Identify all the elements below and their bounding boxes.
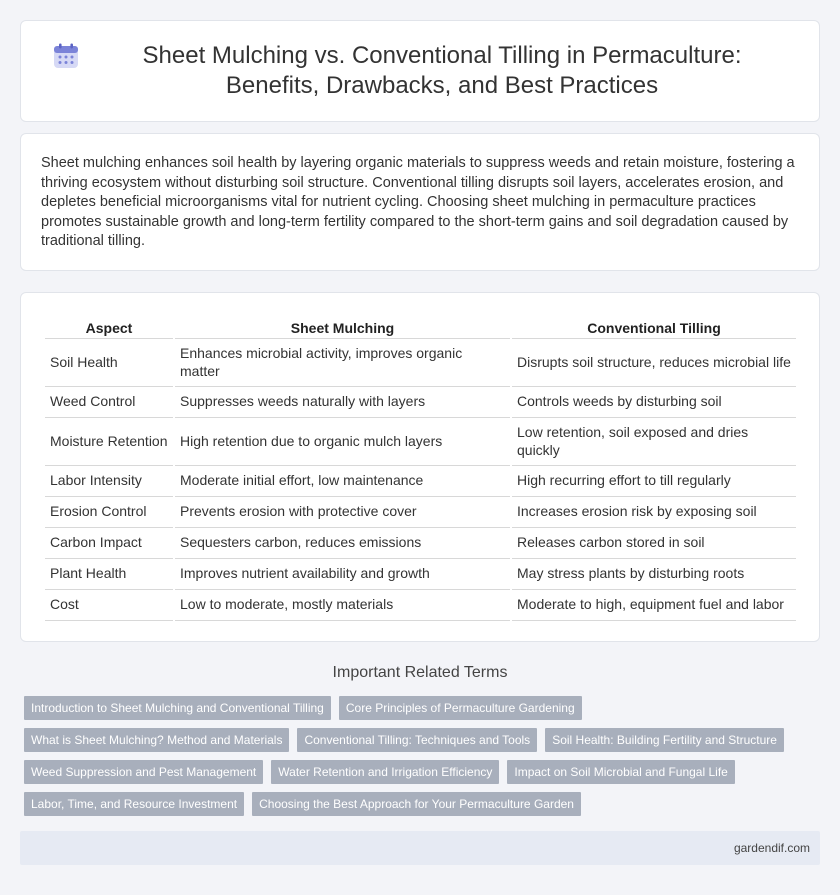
aspect-cell: Carbon Impact <box>45 528 173 559</box>
aspect-cell: Plant Health <box>45 559 173 590</box>
sheet-mulching-cell: Low to moderate, mostly materials <box>175 590 510 621</box>
conventional-tilling-cell: Controls weeds by disturbing soil <box>512 387 796 418</box>
related-term-link[interactable]: Introduction to Sheet Mulching and Conventional Tilling <box>24 696 331 720</box>
sheet-mulching-cell: Improves nutrient availability and growth <box>175 559 510 590</box>
footer-site-link[interactable]: gardendif.com <box>733 841 810 855</box>
aspect-cell: Soil Health <box>45 339 173 387</box>
sheet-mulching-cell: Enhances microbial activity, improves organic matter <box>175 339 510 387</box>
related-term-link[interactable]: Weed Suppression and Pest Management <box>24 760 263 784</box>
table-row <box>45 339 796 387</box>
sheet-mulching-cell: Suppresses weeds naturally with layers <box>175 387 510 418</box>
header-aspect: Aspect <box>45 315 173 339</box>
table-row <box>45 590 796 621</box>
conventional-tilling-cell: Moderate to high, equipment fuel and labor <box>512 590 796 621</box>
table-row <box>45 418 796 466</box>
comparison-table-card <box>20 292 820 642</box>
comparison-table <box>43 315 798 621</box>
related-term-link[interactable]: Water Retention and Irrigation Efficiency <box>271 760 499 784</box>
table-row <box>45 528 796 559</box>
page-title: Sheet Mulching vs. Conventional Tilling in Permaculture: Benefits, Drawbacks, and Best Practices <box>142 42 742 99</box>
conventional-tilling-cell: Low retention, soil exposed and dries quickly <box>512 418 796 466</box>
conventional-tilling-cell: High recurring effort to till regularly <box>512 466 796 497</box>
header-conventional-tilling: Conventional Tilling <box>512 315 796 339</box>
related-term-link[interactable]: What is Sheet Mulching? Method and Materials <box>24 728 289 752</box>
sheet-mulching-cell: Sequesters carbon, reduces emissions <box>175 528 510 559</box>
related-term-link[interactable]: Choosing the Best Approach for Your Permaculture Garden <box>252 792 581 816</box>
header-card <box>20 20 820 122</box>
conventional-tilling-cell: Releases carbon stored in soil <box>512 528 796 559</box>
aspect-cell: Weed Control <box>45 387 173 418</box>
related-term-link[interactable]: Labor, Time, and Resource Investment <box>24 792 244 816</box>
related-term-link[interactable]: Impact on Soil Microbial and Fungal Life <box>507 760 734 784</box>
related-term-link[interactable]: Soil Health: Building Fertility and Structure <box>545 728 784 752</box>
conventional-tilling-cell: May stress plants by disturbing roots <box>512 559 796 590</box>
conventional-tilling-cell: Increases erosion risk by exposing soil <box>512 497 796 528</box>
related-terms-list <box>24 696 816 816</box>
footer <box>20 831 820 865</box>
sheet-mulching-cell: Moderate initial effort, low maintenance <box>175 466 510 497</box>
aspect-cell: Labor Intensity <box>45 466 173 497</box>
table-header-row <box>45 315 796 339</box>
table-row <box>45 466 796 497</box>
aspect-cell: Cost <box>45 590 173 621</box>
table-row <box>45 387 796 418</box>
aspect-cell: Erosion Control <box>45 497 173 528</box>
related-term-link[interactable]: Conventional Tilling: Techniques and Tools <box>297 728 537 752</box>
conventional-tilling-cell: Disrupts soil structure, reduces microbial life <box>512 339 796 387</box>
intro-card <box>20 133 820 271</box>
related-terms-title: Important Related Terms <box>332 664 508 681</box>
header-sheet-mulching: Sheet Mulching <box>175 315 510 339</box>
sheet-mulching-cell: Prevents erosion with protective cover <box>175 497 510 528</box>
related-term-link[interactable]: Core Principles of Permaculture Gardening <box>339 696 582 720</box>
calendar-icon <box>53 43 79 69</box>
sheet-mulching-cell: High retention due to organic mulch layers <box>175 418 510 466</box>
aspect-cell: Moisture Retention <box>45 418 173 466</box>
table-row <box>45 497 796 528</box>
table-row <box>45 559 796 590</box>
intro-paragraph: Sheet mulching enhances soil health by layering organic materials to suppress weeds and retain moisture, fostering a thriving ecosystem without disturbing soil structure. Conventional tilling disrupts soil layers, accelerates erosion, and depletes beneficial microorganisms vital for nutrient cycling. Choosing sheet mulching in permaculture practices promotes sustainable growth and long-term fertility compared to the short-term gains and soil degradation caused by traditional tilling. <box>41 155 795 249</box>
